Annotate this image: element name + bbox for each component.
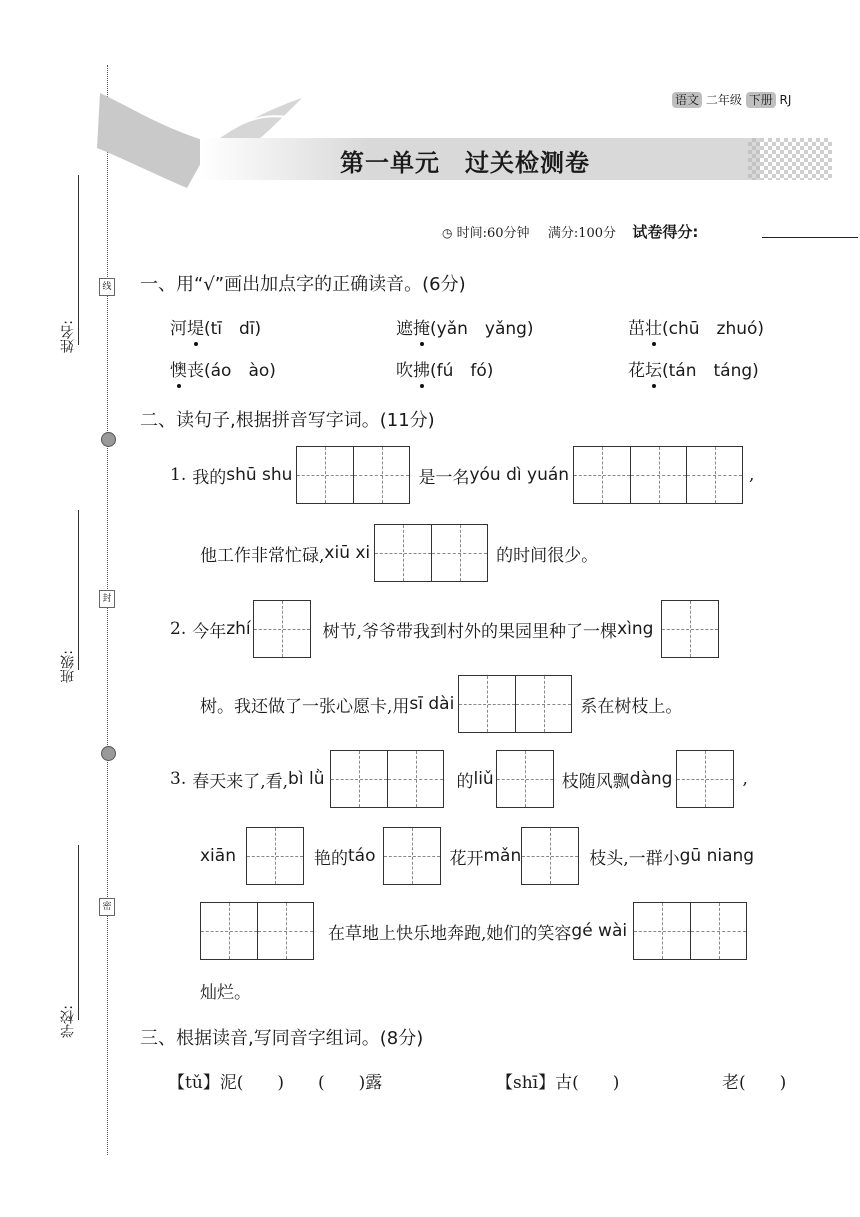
margin-box-mi: 密 [99, 898, 115, 916]
s2-q1-line1: 1. 我的 shū shu 是一名 yóu dì yuán , [170, 446, 754, 504]
s1-item-5[interactable]: 吹 拂 (fú fó) [396, 356, 493, 381]
s3-group-tu[interactable]: 【tǔ】泥( ) ( )露 [168, 1073, 383, 1093]
full-score-text: 满分:100分 [547, 226, 617, 241]
class-label: 班级: [60, 650, 76, 683]
margin-box-xian: 线 [99, 278, 115, 296]
s2-q3-line4: 灿烂。 [200, 983, 251, 1003]
score-write-line[interactable] [762, 237, 858, 238]
s3-group-lao[interactable]: 老( ) [722, 1073, 787, 1093]
margin-circle-icon [101, 432, 116, 447]
s1-item-4[interactable]: 懊 丧 (áo ào) [170, 356, 276, 381]
answer-grid-zhi[interactable] [253, 600, 311, 658]
answer-grid-xian[interactable] [246, 827, 304, 885]
s2-q3-line3: 在草地上快乐地奔跑,她们的笑容 gé wài [200, 902, 747, 960]
score-label: 试卷得分: [632, 223, 699, 241]
s2-q2-line1: 2. 今年 zhí 树节,爷爷带我到村外的果园里种了一棵 xìng [170, 600, 719, 658]
answer-grid-sidai[interactable] [458, 675, 572, 733]
s2-q3-line1: 3. 春天来了,看, bì lǜ 的 liǔ 枝随风飘 dàng , [170, 750, 748, 808]
section2-heading: 二、读句子,根据拼音写字词。(11分) [140, 410, 435, 431]
time-text: 时间:60分钟 [456, 226, 530, 241]
s3-group-shi[interactable]: 【shī】古( ) [496, 1073, 620, 1093]
school-write-line [78, 845, 79, 1020]
section1-heading: 一、用“√”画出加点字的正确读音。(6分) [140, 274, 466, 295]
volume-tag: 下册 [746, 92, 776, 108]
grade-text: 二年级 [705, 93, 742, 107]
s2-q2-line2: 树。我还做了一张心愿卡,用 sī dài 系在树枝上。 [200, 675, 682, 733]
s1-item-6[interactable]: 花 坛 (tán táng) [628, 356, 759, 381]
answer-grid-gewai[interactable] [633, 902, 747, 960]
answer-grid-liu[interactable] [496, 750, 554, 808]
answer-grid-bilu[interactable] [330, 750, 444, 808]
exam-info [442, 221, 698, 242]
header-info [672, 91, 791, 108]
s1-item-1[interactable]: 河 堤 (tī dī) [170, 314, 261, 339]
s1-item-2[interactable]: 遮 掩 (yǎn yǎng) [396, 314, 534, 339]
subject-tag: 语文 [672, 92, 702, 108]
answer-grid-guniang[interactable] [200, 902, 314, 960]
answer-grid-tao[interactable] [383, 827, 441, 885]
name-write-line [78, 175, 79, 345]
s2-q3-line2: xiān 艳的 táo 花开 mǎn 枝头,一群小 gū niang [200, 827, 754, 885]
answer-grid-shushu[interactable] [296, 446, 410, 504]
answer-grid-xing[interactable] [661, 600, 719, 658]
binding-dotted-line [107, 65, 108, 1155]
edition-text: RJ [779, 93, 792, 107]
margin-circle-icon [101, 746, 116, 761]
page-title: 第一单元 过关检测卷 [340, 149, 590, 177]
s1-item-3[interactable]: 茁 壮 (chū zhuó) [628, 314, 764, 339]
name-label: 姓名: [60, 320, 76, 353]
answer-grid-xiuxi[interactable] [374, 524, 488, 582]
answer-grid-man[interactable] [521, 827, 579, 885]
answer-grid-dang[interactable] [676, 750, 734, 808]
section3-heading: 三、根据读音,写同音字组词。(8分) [140, 1028, 424, 1049]
class-write-line [78, 510, 79, 670]
school-label: 学校: [60, 1005, 76, 1038]
clock-icon: ◷ [442, 226, 453, 240]
answer-grid-youdiyuan[interactable] [573, 446, 743, 504]
margin-box-feng: 封 [99, 590, 115, 608]
s2-q1-line2: 他工作非常忙碌, xiū xi 的时间很少。 [200, 524, 598, 582]
